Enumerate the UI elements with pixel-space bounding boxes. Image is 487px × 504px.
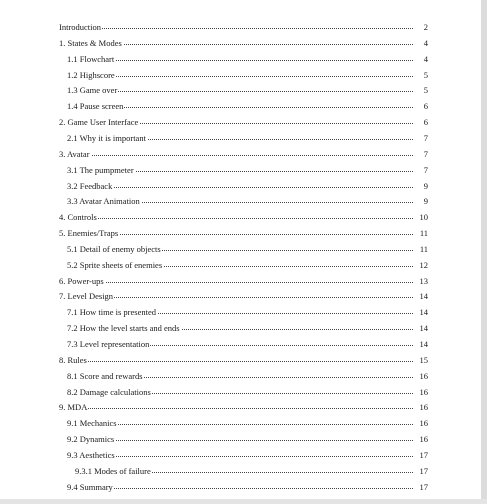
toc-leader-dots: [67, 76, 415, 77]
toc-entry-page-number: 14: [414, 304, 428, 320]
toc-entry[interactable]: [0, 114, 487, 130]
toc-entry-title: 7.3 Level representation: [67, 336, 150, 352]
toc-leader-dots: [59, 408, 415, 409]
toc-entry-page-number: 16: [414, 399, 428, 415]
toc-entry-title: 5. Enemies/Traps: [59, 225, 119, 241]
toc-entry-page-number: 9: [414, 178, 428, 194]
toc-entry[interactable]: [0, 399, 487, 415]
toc-entry-title: 2.1 Why it is important: [67, 130, 147, 146]
toc-entry-page-number: 6: [414, 98, 428, 114]
toc-entry[interactable]: [0, 288, 487, 304]
toc-entry[interactable]: [0, 130, 487, 146]
toc-entry-title: 8. Rules: [59, 352, 88, 368]
toc-entry[interactable]: [0, 178, 487, 194]
toc-entry-title: 1.2 Highscore: [67, 67, 116, 83]
toc-entry-page-number: 10: [414, 209, 428, 225]
toc-entry-title: Introduction: [59, 19, 102, 35]
toc-entry-title: 9. MDA: [59, 399, 88, 415]
toc-entry-page-number: 17: [414, 479, 428, 495]
toc-entry[interactable]: [0, 51, 487, 67]
toc-entry-page-number: 14: [414, 320, 428, 336]
toc-entry-page-number: 16: [414, 431, 428, 447]
toc-entry-page-number: 12: [414, 257, 428, 273]
toc-entry-page-number: 17: [414, 447, 428, 463]
toc-entry[interactable]: [0, 273, 487, 289]
toc-entry[interactable]: [0, 67, 487, 83]
toc-entry-title: 9.4 Summary: [67, 479, 114, 495]
toc-entry[interactable]: [0, 336, 487, 352]
toc-entry-page-number: 16: [414, 384, 428, 400]
toc-entry[interactable]: [0, 162, 487, 178]
toc-entry-title: 1. States & Modes: [59, 35, 123, 51]
toc-leader-dots: [67, 440, 415, 441]
toc-leader-dots: [67, 187, 415, 188]
toc-entry[interactable]: [0, 257, 487, 273]
toc-entry-title: 9.2 Dynamics: [67, 431, 115, 447]
toc-entry-title: 2. Game User Interface: [59, 114, 139, 130]
toc-entry-title: 7.1 How time is presented: [67, 304, 157, 320]
toc-entry-title: 9.1 Mechanics: [67, 415, 118, 431]
page-edge-right: [481, 0, 487, 504]
toc-entry-page-number: 7: [414, 162, 428, 178]
toc-leader-dots: [59, 282, 415, 283]
toc-entry-title: 3.1 The pumpmeter: [67, 162, 135, 178]
toc-entry[interactable]: [0, 320, 487, 336]
toc-entry-page-number: 15: [414, 352, 428, 368]
toc-entry-title: 3.2 Feedback: [67, 178, 113, 194]
toc-leader-dots: [67, 456, 415, 457]
toc-entry[interactable]: [0, 304, 487, 320]
toc-entry[interactable]: [0, 209, 487, 225]
toc-leader-dots: [67, 488, 415, 489]
toc-entry[interactable]: [0, 352, 487, 368]
toc-entry-page-number: 5: [414, 67, 428, 83]
toc-entry-page-number: 2: [414, 19, 428, 35]
page-edge-bottom: [0, 499, 487, 504]
toc-leader-dots: [67, 91, 415, 92]
toc-leader-dots: [59, 218, 415, 219]
toc-entry-title: 7. Level Design: [59, 288, 114, 304]
toc-entry[interactable]: [0, 479, 487, 495]
toc-entry-title: 7.2 How the level starts and ends: [67, 320, 181, 336]
toc-leader-dots: [59, 28, 415, 29]
toc-leader-dots: [67, 424, 415, 425]
toc-entry[interactable]: [0, 98, 487, 114]
toc-leader-dots: [59, 361, 415, 362]
toc-entry[interactable]: [0, 463, 487, 479]
toc-entry-title: 1.1 Flowchart: [67, 51, 115, 67]
toc-entry-title: 5.1 Detail of enemy objects: [67, 241, 162, 257]
toc-entry-title: 1.4 Pause screen: [67, 98, 124, 114]
toc-entry-title: 9.3.1 Modes of failure: [75, 463, 152, 479]
toc-entry-page-number: 9: [414, 193, 428, 209]
toc-entry[interactable]: [0, 241, 487, 257]
toc-entry-title: 4. Controls: [59, 209, 98, 225]
toc-entry-title: 6. Power-ups: [59, 273, 105, 289]
toc-entry-page-number: 11: [414, 225, 428, 241]
toc-leader-dots: [59, 155, 415, 156]
toc-entry-title: 8.2 Damage calculations: [67, 384, 152, 400]
toc-entry[interactable]: [0, 384, 487, 400]
toc-entry[interactable]: [0, 431, 487, 447]
toc-entry-page-number: 7: [414, 130, 428, 146]
toc-entry[interactable]: [0, 415, 487, 431]
toc-entry-title: 5.2 Sprite sheets of enemies: [67, 257, 163, 273]
toc-entry-title: 9.3 Aesthetics: [67, 447, 116, 463]
toc-entry[interactable]: [0, 19, 487, 35]
toc-entry-page-number: 6: [414, 114, 428, 130]
toc-entry[interactable]: [0, 35, 487, 51]
toc-entry[interactable]: [0, 82, 487, 98]
toc-entry-page-number: 17: [414, 463, 428, 479]
toc-entry[interactable]: [0, 368, 487, 384]
toc-entry-title: 1.3 Game over: [67, 82, 118, 98]
toc-entry-page-number: 5: [414, 82, 428, 98]
toc-entry-page-number: 7: [414, 146, 428, 162]
toc-entry-page-number: 4: [414, 35, 428, 51]
toc-entry-title: 3.3 Avatar Animation: [67, 193, 141, 209]
toc-entry[interactable]: [0, 193, 487, 209]
toc-entry-page-number: 16: [414, 368, 428, 384]
toc-entry-page-number: 14: [414, 336, 428, 352]
toc-entry-title: 3. Avatar: [59, 146, 91, 162]
toc-entry-page-number: 4: [414, 51, 428, 67]
toc-entry[interactable]: [0, 447, 487, 463]
toc-entry-title: 8.1 Score and rewards: [67, 368, 144, 384]
toc-entry[interactable]: [0, 225, 487, 241]
toc-entry-page-number: 11: [414, 241, 428, 257]
toc-leader-dots: [67, 60, 415, 61]
toc-entry-page-number: 13: [414, 273, 428, 289]
toc-entry-page-number: 16: [414, 415, 428, 431]
toc-entry[interactable]: [0, 146, 487, 162]
toc-entry-page-number: 14: [414, 288, 428, 304]
